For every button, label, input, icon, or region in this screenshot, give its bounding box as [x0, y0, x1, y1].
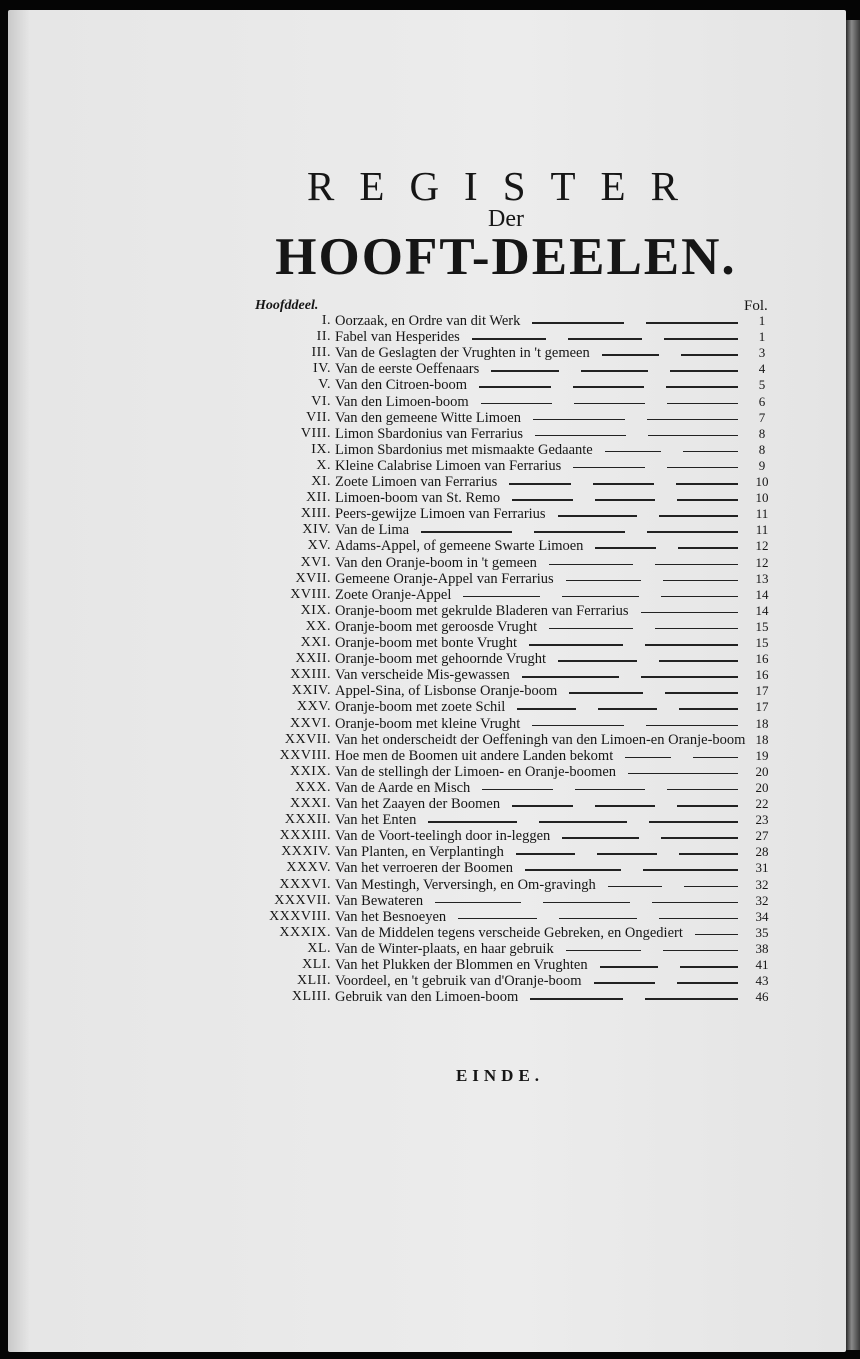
toc-row [0, 812, 860, 828]
chapter-title: Limon Sbardonius met mismaakte Gedaante [335, 441, 593, 458]
page-number: 13 [755, 570, 769, 586]
chapter-title: Van den Limoen-boom [335, 393, 469, 410]
title-der: Der [488, 206, 524, 232]
leader-line [678, 547, 739, 549]
toc-row [0, 925, 860, 941]
chapter-number: IV. [313, 361, 331, 377]
leader-line [645, 998, 738, 1000]
chapter-number: XXXVIII. [269, 908, 331, 924]
chapter-number: XVI. [300, 554, 331, 570]
chapter-number: XXXIII. [279, 828, 331, 844]
chapter-number: XXX. [295, 779, 331, 795]
toc-row [0, 345, 860, 361]
page-number: 35 [755, 924, 769, 940]
title-register: REGISTER [307, 163, 703, 209]
chapter-title: Van Mestingh, Verversingh, en Om-gravingh [335, 876, 596, 893]
chapter-number: XLI. [302, 957, 331, 972]
chapter-number: XIV. [302, 522, 331, 538]
leader-line [663, 950, 738, 952]
page-number: 6 [758, 393, 766, 409]
title-hooft-deelen: HOOFT-DEELEN. [275, 228, 737, 286]
leader-line [569, 692, 643, 694]
chapter-number: XXXIV. [281, 844, 331, 860]
toc-row [0, 458, 860, 474]
chapter-title: Van de Voort-teelingh door in-leggen [335, 828, 551, 845]
page-number: 41 [755, 957, 769, 972]
toc-row [0, 571, 860, 587]
page-number: 23 [755, 812, 769, 828]
chapter-title: Adams-Appel, of gemeene Swarte Limoen [335, 538, 584, 555]
chapter-number: XIII. [300, 506, 331, 522]
toc-row [0, 410, 860, 426]
leader-line [659, 918, 738, 920]
chapter-title: Van Bewateren [335, 892, 424, 909]
page-number: 7 [758, 409, 766, 425]
page-number: 8 [758, 425, 766, 441]
toc-row [0, 603, 860, 619]
chapter-number: XXXV. [286, 860, 331, 876]
toc-row [0, 828, 860, 844]
toc-row [0, 619, 860, 635]
leader-line [593, 483, 655, 485]
leader-line [677, 805, 738, 807]
leader-line [695, 934, 738, 936]
leader-line [661, 596, 738, 598]
page-number: 20 [755, 763, 769, 779]
chapter-title: Oranje-boom met gehoornde Vrught [335, 651, 547, 668]
chapter-title: Van de eerste Oeffenaars [335, 361, 480, 378]
leader-line [663, 580, 738, 582]
leader-line [681, 354, 738, 356]
chapter-number: XXII. [295, 651, 331, 667]
leader-line [667, 789, 738, 791]
chapter-title: Van het Enten [335, 812, 417, 829]
leader-line [562, 837, 639, 839]
leader-line [665, 692, 739, 694]
toc-row [0, 667, 860, 683]
toc-row [0, 313, 860, 329]
chapter-number: XXIII. [290, 667, 331, 683]
leader-line [573, 467, 645, 469]
page-number: 31 [755, 860, 769, 876]
leader-line [481, 403, 552, 405]
leader-line [659, 515, 738, 517]
chapter-number: XIX. [300, 602, 331, 618]
chapter-number: XI. [311, 474, 331, 489]
chapter-title: Appel-Sina, of Lisbonse Oranje-boom [335, 683, 558, 700]
toc-row [0, 860, 860, 876]
chapter-title: Van de Lima [335, 522, 410, 539]
page-number: 34 [755, 908, 769, 924]
chapter-title: Van de stellingh der Limoen- en Oranje-boomen [335, 763, 617, 780]
chapter-number: XXV. [296, 699, 331, 715]
toc-row [0, 683, 860, 699]
chapter-number: VIII. [300, 425, 331, 441]
chapter-title: Peers-gewijze Limoen van Ferrarius [335, 506, 546, 523]
leader-line [667, 467, 739, 469]
chapter-number: XXI. [300, 635, 331, 650]
einde-label: EINDE. [455, 1066, 545, 1085]
page-number: 18 [755, 715, 769, 731]
leader-line [549, 564, 633, 566]
leader-line [574, 403, 645, 405]
toc-row [0, 973, 860, 989]
chapter-title: Van den Oranje-boom in 't gemeen [335, 554, 537, 571]
leader-line [435, 902, 521, 904]
chapter-title: Oranje-boom met bonte Vrught [335, 635, 518, 651]
chapter-title: Van den gemeene Witte Limoen [335, 409, 521, 426]
leader-line [652, 902, 738, 904]
leader-line [659, 660, 738, 662]
leader-line [598, 708, 657, 710]
toc-row [0, 394, 860, 410]
leader-line [509, 483, 571, 485]
page-number: 32 [755, 876, 769, 892]
leader-line [648, 435, 739, 437]
chapter-number: X. [316, 457, 331, 473]
chapter-title: Van het Besnoeyen [335, 908, 447, 925]
leader-line [539, 821, 628, 823]
leader-line [532, 322, 624, 324]
page-number: 8 [758, 441, 766, 457]
toc-row [0, 732, 860, 748]
page-number: 17 [755, 699, 769, 715]
leader-line [516, 853, 575, 855]
leader-line [559, 918, 638, 920]
leader-line [512, 499, 573, 501]
chapter-number: IX. [311, 441, 331, 457]
page-number: 12 [755, 538, 769, 554]
toc-row [0, 877, 860, 893]
toc-row [0, 651, 860, 667]
chapter-title: Voordeel, en 't gebruik van d'Oranje-boom [335, 973, 582, 990]
leader-line [595, 499, 656, 501]
page-number: 18 [755, 731, 769, 747]
leader-line [517, 708, 576, 710]
chapter-number: XXXVII. [274, 892, 331, 908]
leader-line [597, 853, 656, 855]
page-number: 22 [755, 796, 769, 811]
leader-line [594, 982, 655, 984]
leader-line [600, 966, 658, 968]
leader-line [463, 596, 540, 598]
toc-row [0, 555, 860, 571]
leader-line [479, 386, 551, 388]
leader-line [421, 531, 512, 533]
leader-line [549, 628, 633, 630]
leader-line [543, 902, 629, 904]
toc-row [0, 635, 860, 651]
chapter-number: XXIX. [290, 763, 331, 779]
page-number: 11 [755, 506, 769, 522]
chapter-number: XXXII. [284, 812, 331, 828]
leader-line [661, 837, 738, 839]
chapter-title: Oranje-boom met zoete Schil [335, 699, 506, 716]
leader-line [566, 580, 641, 582]
chapter-title: Van de Winter-plaats, en haar gebruik [335, 940, 554, 957]
chapter-title: Oorzaak, en Ordre van dit Werk [335, 313, 521, 329]
page-number: 15 [755, 635, 769, 650]
page-number: 16 [755, 651, 769, 667]
chapter-number: VI. [311, 393, 331, 409]
toc-row [0, 522, 860, 538]
leader-line [568, 338, 642, 340]
toc-row [0, 989, 860, 1005]
leader-line [562, 596, 639, 598]
page-number: 14 [755, 586, 769, 602]
leader-line [677, 499, 738, 501]
chapter-title: Limoen-boom van St. Remo [335, 490, 501, 507]
leader-line [532, 725, 624, 727]
leader-line [679, 853, 738, 855]
page-number: 46 [755, 989, 769, 1005]
leader-line [693, 757, 739, 759]
page-number: 4 [758, 361, 766, 377]
leader-line [428, 821, 517, 823]
leader-line [680, 966, 738, 968]
page-number: 3 [758, 345, 766, 361]
toc-row [0, 780, 860, 796]
page-number: 1 [758, 329, 766, 345]
leader-line [670, 370, 738, 372]
chapter-number: XXXIX. [279, 924, 331, 940]
toc-row [0, 506, 860, 522]
leader-line [684, 886, 738, 888]
page-number: 14 [755, 602, 769, 618]
toc-row [0, 377, 860, 393]
toc-row [0, 329, 860, 345]
page-number: 1 [758, 313, 766, 328]
chapter-title: Van de Middelen tegens verscheide Gebreken, en Ongediert [335, 924, 683, 941]
chapter-title: Van het Plukken der Blommen en Vrughten [335, 957, 588, 973]
toc-row [0, 490, 860, 506]
toc-row [0, 474, 860, 490]
leader-line [677, 982, 738, 984]
chapter-number: II. [316, 329, 331, 345]
leader-line [535, 435, 626, 437]
page-number: 15 [755, 618, 769, 634]
chapter-title: Van Planten, en Verplantingh [335, 844, 504, 861]
leader-line [646, 322, 738, 324]
leader-line [676, 483, 738, 485]
toc-row [0, 844, 860, 860]
leader-line [649, 821, 738, 823]
leader-line [533, 419, 625, 421]
chapter-title: Limon Sbardonius van Ferrarius [335, 425, 524, 442]
chapter-title: Gebruik van den Limoen-boom [335, 989, 519, 1006]
leader-line [647, 531, 738, 533]
chapter-title: Van verscheide Mis-gewassen [335, 667, 510, 684]
leader-line [581, 370, 649, 372]
leader-line [643, 869, 739, 871]
leader-line [646, 725, 738, 727]
leader-line [491, 370, 559, 372]
chapter-number: XLII. [297, 973, 331, 989]
chapter-title: Van het Zaayen der Boomen [335, 796, 501, 812]
leader-line [573, 386, 645, 388]
chapter-number: XVIII. [290, 586, 331, 602]
toc-row [0, 587, 860, 603]
page-number: 5 [758, 377, 766, 393]
leader-line [525, 869, 621, 871]
chapter-number: XX. [305, 618, 331, 634]
chapter-number: XL. [307, 940, 331, 956]
toc-row [0, 893, 860, 909]
chapter-number: VII. [306, 409, 331, 425]
leader-line [522, 676, 619, 678]
leader-line [608, 886, 662, 888]
toc-row [0, 764, 860, 780]
chapter-number: III. [311, 345, 331, 361]
chapter-number: XXIV. [291, 683, 331, 699]
page-number: 9 [758, 457, 766, 473]
chapter-title: Gemeene Oranje-Appel van Ferrarius [335, 570, 554, 587]
chapter-title: Van het onderscheidt der Oeffeningh van den Limoen-en Oranje-boom [335, 731, 746, 748]
chapter-title: Van de Geslagten der Vrughten in 't gemeen [335, 345, 590, 362]
toc-row [0, 796, 860, 812]
chapter-title: Van de Aarde en Misch [335, 779, 471, 796]
chapter-number: XLIII. [291, 989, 331, 1005]
chapter-number: V. [318, 377, 331, 393]
chapter-title: Zoete Limoen van Ferrarius [335, 474, 498, 490]
toc-row [0, 748, 860, 764]
chapter-title: Oranje-boom met geroosde Vrught [335, 618, 538, 635]
chapter-title: Van het verroeren der Boomen [335, 860, 513, 877]
leader-line [512, 805, 573, 807]
chapter-number: XXXVI. [279, 876, 331, 892]
page-number: 11 [755, 522, 769, 538]
toc-row [0, 716, 860, 732]
leader-line [558, 515, 637, 517]
page-number: 27 [755, 828, 769, 844]
page-number: 32 [755, 892, 769, 908]
leader-line [482, 789, 553, 791]
leader-line [566, 950, 641, 952]
leader-line [458, 918, 537, 920]
leader-line [575, 789, 646, 791]
toc-row [0, 442, 860, 458]
leader-line [666, 386, 738, 388]
toc-row [0, 426, 860, 442]
leader-line [605, 451, 661, 453]
chapter-number: XXVII. [284, 731, 331, 747]
leader-line [667, 403, 738, 405]
leader-line [595, 547, 656, 549]
leader-line [655, 628, 739, 630]
page-number: 43 [755, 973, 769, 989]
page-number: 17 [755, 683, 769, 699]
leader-line [679, 708, 738, 710]
chapter-title: Zoete Oranje-Appel [335, 586, 452, 603]
column-header-folio: Fol. [744, 298, 768, 314]
chapter-number: I. [321, 313, 331, 328]
chapter-number: XXVI. [290, 715, 331, 731]
toc-row [0, 538, 860, 554]
chapter-title: Kleine Calabrise Limoen van Ferrarius [335, 457, 562, 474]
chapter-number: XXVIII. [279, 747, 331, 763]
leader-line [534, 531, 625, 533]
leader-line [664, 338, 738, 340]
leader-line [558, 660, 637, 662]
leader-line [472, 338, 546, 340]
toc-row [0, 361, 860, 377]
leader-line [595, 805, 656, 807]
leader-line [602, 354, 659, 356]
chapter-number: XV. [307, 538, 331, 554]
toc-row [0, 909, 860, 925]
page-number: 19 [755, 747, 769, 763]
leader-line [683, 451, 739, 453]
chapter-title: Oranje-boom met gekrulde Bladeren van Ferrarius [335, 602, 629, 619]
column-header-chapter: Hoofddeel. [255, 298, 319, 313]
page-number: 16 [755, 667, 769, 683]
chapter-number: XXXI. [290, 796, 331, 811]
chapter-title: Fabel van Hesperides [335, 329, 460, 346]
leader-line [647, 419, 739, 421]
toc-row [0, 957, 860, 973]
chapter-number: XVII. [295, 570, 331, 586]
leader-line [645, 644, 739, 646]
page-number: 20 [755, 779, 769, 795]
page-number: 12 [755, 554, 769, 570]
page-number: 10 [755, 474, 769, 489]
toc-row [0, 941, 860, 957]
leader-line [655, 564, 739, 566]
chapter-title: Hoe men de Boomen uit andere Landen bekomt [335, 747, 614, 764]
leader-line [641, 676, 738, 678]
leader-line [641, 612, 738, 614]
chapter-title: Van den Citroen-boom [335, 377, 468, 394]
page-number: 10 [755, 490, 769, 506]
chapter-title: Oranje-boom met kleine Vrught [335, 715, 521, 732]
chapter-number: XII. [306, 490, 331, 506]
leader-line [530, 998, 623, 1000]
toc-row [0, 699, 860, 715]
leader-line [628, 773, 738, 775]
page-number: 38 [755, 940, 769, 956]
leader-line [625, 757, 671, 759]
leader-line [529, 644, 623, 646]
page-number: 28 [755, 844, 769, 860]
